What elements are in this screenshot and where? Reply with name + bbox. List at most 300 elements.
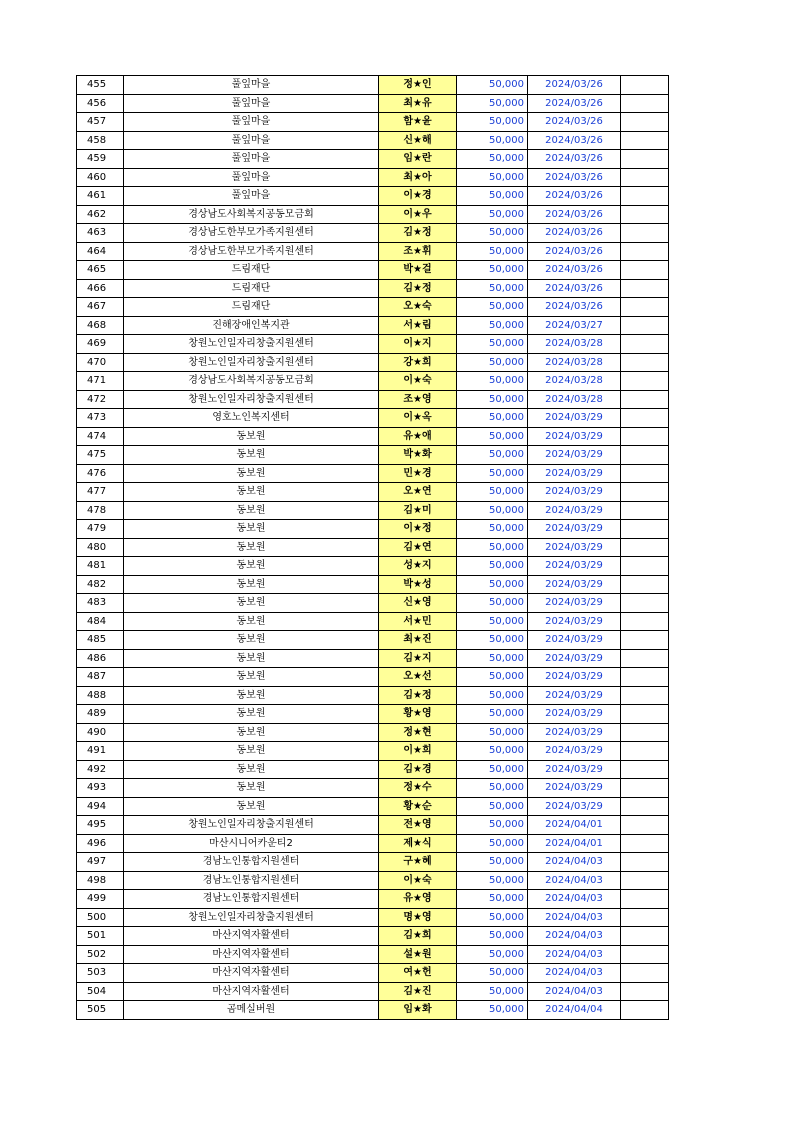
amount-cell: 50,000 [457, 723, 528, 742]
row-number: 473 [77, 409, 124, 428]
amount-cell: 50,000 [457, 279, 528, 298]
organization-cell: 동보원 [124, 797, 379, 816]
row-number: 479 [77, 520, 124, 539]
amount-cell: 50,000 [457, 649, 528, 668]
recipient-name-cell: 함★윤 [379, 113, 457, 132]
table-row [77, 261, 669, 280]
donation-table [76, 75, 669, 1020]
table-row [77, 668, 669, 687]
row-number: 495 [77, 816, 124, 835]
empty-cell [621, 205, 669, 224]
date-cell: 2024/04/03 [528, 982, 621, 1001]
recipient-name-cell: 성★지 [379, 557, 457, 576]
date-cell: 2024/03/26 [528, 224, 621, 243]
table-row [77, 631, 669, 650]
organization-cell: 드림재단 [124, 279, 379, 298]
amount-cell: 50,000 [457, 982, 528, 1001]
date-cell: 2024/03/26 [528, 131, 621, 150]
row-number: 470 [77, 353, 124, 372]
recipient-name-cell: 이★경 [379, 187, 457, 206]
table-row [77, 224, 669, 243]
amount-cell: 50,000 [457, 705, 528, 724]
empty-cell [621, 409, 669, 428]
table-row [77, 853, 669, 872]
recipient-name-cell: 이★숙 [379, 871, 457, 890]
organization-cell: 풀잎마을 [124, 94, 379, 113]
amount-cell: 50,000 [457, 557, 528, 576]
empty-cell [621, 224, 669, 243]
organization-cell: 마산시니어카운티2 [124, 834, 379, 853]
table-row [77, 890, 669, 909]
amount-cell: 50,000 [457, 76, 528, 95]
date-cell: 2024/03/29 [528, 797, 621, 816]
recipient-name-cell: 박★화 [379, 446, 457, 465]
amount-cell: 50,000 [457, 150, 528, 169]
recipient-name-cell: 이★희 [379, 742, 457, 761]
date-cell: 2024/03/29 [528, 557, 621, 576]
amount-cell: 50,000 [457, 927, 528, 946]
empty-cell [621, 890, 669, 909]
organization-cell: 동보원 [124, 594, 379, 613]
table-row [77, 520, 669, 539]
empty-cell [621, 908, 669, 927]
date-cell: 2024/03/29 [528, 446, 621, 465]
empty-cell [621, 612, 669, 631]
row-number: 491 [77, 742, 124, 761]
row-number: 475 [77, 446, 124, 465]
organization-cell: 창원노인일자리창출지원센터 [124, 390, 379, 409]
amount-cell: 50,000 [457, 1001, 528, 1020]
table-row [77, 187, 669, 206]
empty-cell [621, 742, 669, 761]
row-number: 481 [77, 557, 124, 576]
amount-cell: 50,000 [457, 261, 528, 280]
recipient-name-cell: 서★림 [379, 316, 457, 335]
table-row [77, 242, 669, 261]
row-number: 499 [77, 890, 124, 909]
empty-cell [621, 871, 669, 890]
table-row [77, 797, 669, 816]
organization-cell: 동보원 [124, 760, 379, 779]
organization-cell: 마산지역자활센터 [124, 964, 379, 983]
organization-cell: 창원노인일자리창출지원센터 [124, 335, 379, 354]
row-number: 467 [77, 298, 124, 317]
table-row [77, 298, 669, 317]
amount-cell: 50,000 [457, 890, 528, 909]
amount-cell: 50,000 [457, 538, 528, 557]
empty-cell [621, 631, 669, 650]
organization-cell: 마산지역자활센터 [124, 945, 379, 964]
recipient-name-cell: 박★성 [379, 575, 457, 594]
amount-cell: 50,000 [457, 520, 528, 539]
recipient-name-cell: 김★지 [379, 649, 457, 668]
amount-cell: 50,000 [457, 908, 528, 927]
row-number: 465 [77, 261, 124, 280]
empty-cell [621, 927, 669, 946]
recipient-name-cell: 이★옥 [379, 409, 457, 428]
amount-cell: 50,000 [457, 483, 528, 502]
date-cell: 2024/04/03 [528, 871, 621, 890]
amount-cell: 50,000 [457, 94, 528, 113]
empty-cell [621, 1001, 669, 1020]
row-number: 474 [77, 427, 124, 446]
date-cell: 2024/03/26 [528, 261, 621, 280]
amount-cell: 50,000 [457, 131, 528, 150]
empty-cell [621, 834, 669, 853]
organization-cell: 풀잎마을 [124, 131, 379, 150]
recipient-name-cell: 여★헌 [379, 964, 457, 983]
recipient-name-cell: 구★혜 [379, 853, 457, 872]
recipient-name-cell: 오★숙 [379, 298, 457, 317]
empty-cell [621, 945, 669, 964]
empty-cell [621, 372, 669, 391]
recipient-name-cell: 전★영 [379, 816, 457, 835]
date-cell: 2024/04/03 [528, 964, 621, 983]
organization-cell: 창원노인일자리창출지원센터 [124, 353, 379, 372]
table-row [77, 409, 669, 428]
organization-cell: 동보원 [124, 464, 379, 483]
empty-cell [621, 964, 669, 983]
date-cell: 2024/03/26 [528, 298, 621, 317]
table-row [77, 908, 669, 927]
table-row [77, 705, 669, 724]
recipient-name-cell: 이★우 [379, 205, 457, 224]
table-row [77, 723, 669, 742]
recipient-name-cell: 정★수 [379, 779, 457, 798]
table-row [77, 649, 669, 668]
empty-cell [621, 483, 669, 502]
organization-cell: 경상남도한부모가족지원센터 [124, 242, 379, 261]
amount-cell: 50,000 [457, 168, 528, 187]
row-number: 460 [77, 168, 124, 187]
empty-cell [621, 982, 669, 1001]
recipient-name-cell: 서★민 [379, 612, 457, 631]
date-cell: 2024/03/29 [528, 594, 621, 613]
date-cell: 2024/04/03 [528, 908, 621, 927]
row-number: 493 [77, 779, 124, 798]
empty-cell [621, 242, 669, 261]
date-cell: 2024/03/26 [528, 242, 621, 261]
amount-cell: 50,000 [457, 409, 528, 428]
date-cell: 2024/03/26 [528, 168, 621, 187]
organization-cell: 마산지역자활센터 [124, 927, 379, 946]
amount-cell: 50,000 [457, 575, 528, 594]
organization-cell: 경상남도사회복지공동모금회 [124, 372, 379, 391]
organization-cell: 풀잎마을 [124, 113, 379, 132]
organization-cell: 경남노인통합지원센터 [124, 853, 379, 872]
amount-cell: 50,000 [457, 224, 528, 243]
organization-cell: 동보원 [124, 631, 379, 650]
date-cell: 2024/04/01 [528, 816, 621, 835]
row-number: 462 [77, 205, 124, 224]
amount-cell: 50,000 [457, 242, 528, 261]
row-number: 482 [77, 575, 124, 594]
amount-cell: 50,000 [457, 113, 528, 132]
table-row [77, 594, 669, 613]
empty-cell [621, 501, 669, 520]
amount-cell: 50,000 [457, 945, 528, 964]
organization-cell: 동보원 [124, 668, 379, 687]
row-number: 503 [77, 964, 124, 983]
date-cell: 2024/03/29 [528, 705, 621, 724]
empty-cell [621, 187, 669, 206]
recipient-name-cell: 김★진 [379, 982, 457, 1001]
recipient-name-cell: 신★영 [379, 594, 457, 613]
empty-cell [621, 353, 669, 372]
amount-cell: 50,000 [457, 205, 528, 224]
recipient-name-cell: 김★희 [379, 927, 457, 946]
amount-cell: 50,000 [457, 668, 528, 687]
table-row [77, 779, 669, 798]
empty-cell [621, 575, 669, 594]
table-row [77, 335, 669, 354]
empty-cell [621, 113, 669, 132]
date-cell: 2024/03/29 [528, 779, 621, 798]
empty-cell [621, 76, 669, 95]
empty-cell [621, 668, 669, 687]
organization-cell: 드림재단 [124, 261, 379, 280]
table-row [77, 464, 669, 483]
row-number: 478 [77, 501, 124, 520]
amount-cell: 50,000 [457, 594, 528, 613]
table-row [77, 742, 669, 761]
table-row [77, 575, 669, 594]
organization-cell: 영호노인복지센터 [124, 409, 379, 428]
empty-cell [621, 723, 669, 742]
organization-cell: 창원노인일자리창출지원센터 [124, 908, 379, 927]
empty-cell [621, 131, 669, 150]
organization-cell: 풀잎마을 [124, 76, 379, 95]
table-row [77, 483, 669, 502]
empty-cell [621, 316, 669, 335]
row-number: 488 [77, 686, 124, 705]
date-cell: 2024/03/29 [528, 668, 621, 687]
recipient-name-cell: 김★정 [379, 686, 457, 705]
recipient-name-cell: 신★해 [379, 131, 457, 150]
table-row [77, 760, 669, 779]
recipient-name-cell: 이★지 [379, 335, 457, 354]
recipient-name-cell: 임★화 [379, 1001, 457, 1020]
row-number: 500 [77, 908, 124, 927]
amount-cell: 50,000 [457, 372, 528, 391]
recipient-name-cell: 조★영 [379, 390, 457, 409]
recipient-name-cell: 민★경 [379, 464, 457, 483]
date-cell: 2024/04/01 [528, 834, 621, 853]
row-number: 489 [77, 705, 124, 724]
organization-cell: 동보원 [124, 723, 379, 742]
recipient-name-cell: 황★순 [379, 797, 457, 816]
date-cell: 2024/03/26 [528, 76, 621, 95]
organization-cell: 풀잎마을 [124, 150, 379, 169]
date-cell: 2024/03/28 [528, 353, 621, 372]
date-cell: 2024/03/26 [528, 150, 621, 169]
row-number: 502 [77, 945, 124, 964]
date-cell: 2024/03/29 [528, 723, 621, 742]
row-number: 457 [77, 113, 124, 132]
table-row [77, 372, 669, 391]
empty-cell [621, 335, 669, 354]
date-cell: 2024/03/26 [528, 279, 621, 298]
recipient-name-cell: 황★영 [379, 705, 457, 724]
date-cell: 2024/03/29 [528, 501, 621, 520]
amount-cell: 50,000 [457, 353, 528, 372]
row-number: 498 [77, 871, 124, 890]
date-cell: 2024/03/26 [528, 205, 621, 224]
amount-cell: 50,000 [457, 742, 528, 761]
date-cell: 2024/04/03 [528, 890, 621, 909]
amount-cell: 50,000 [457, 501, 528, 520]
date-cell: 2024/03/29 [528, 686, 621, 705]
recipient-name-cell: 박★걸 [379, 261, 457, 280]
row-number: 463 [77, 224, 124, 243]
table-row [77, 964, 669, 983]
recipient-name-cell: 김★경 [379, 760, 457, 779]
table-row [77, 390, 669, 409]
empty-cell [621, 446, 669, 465]
organization-cell: 풀잎마을 [124, 187, 379, 206]
amount-cell: 50,000 [457, 853, 528, 872]
empty-cell [621, 538, 669, 557]
amount-cell: 50,000 [457, 446, 528, 465]
row-number: 497 [77, 853, 124, 872]
row-number: 466 [77, 279, 124, 298]
recipient-name-cell: 이★정 [379, 520, 457, 539]
recipient-name-cell: 최★유 [379, 94, 457, 113]
table-row [77, 686, 669, 705]
row-number: 476 [77, 464, 124, 483]
table-row [77, 279, 669, 298]
recipient-name-cell: 최★진 [379, 631, 457, 650]
table-row [77, 612, 669, 631]
recipient-name-cell: 김★미 [379, 501, 457, 520]
table-row [77, 871, 669, 890]
table-row [77, 168, 669, 187]
row-number: 459 [77, 150, 124, 169]
date-cell: 2024/03/28 [528, 335, 621, 354]
organization-cell: 동보원 [124, 538, 379, 557]
recipient-name-cell: 조★휘 [379, 242, 457, 261]
organization-cell: 동보원 [124, 705, 379, 724]
amount-cell: 50,000 [457, 760, 528, 779]
row-number: 477 [77, 483, 124, 502]
row-number: 490 [77, 723, 124, 742]
date-cell: 2024/03/26 [528, 187, 621, 206]
row-number: 456 [77, 94, 124, 113]
organization-cell: 경남노인통합지원센터 [124, 871, 379, 890]
table-row [77, 945, 669, 964]
row-number: 472 [77, 390, 124, 409]
recipient-name-cell: 유★애 [379, 427, 457, 446]
recipient-name-cell: 이★숙 [379, 372, 457, 391]
date-cell: 2024/04/03 [528, 853, 621, 872]
row-number: 486 [77, 649, 124, 668]
table-row [77, 427, 669, 446]
row-number: 471 [77, 372, 124, 391]
date-cell: 2024/04/03 [528, 927, 621, 946]
amount-cell: 50,000 [457, 816, 528, 835]
recipient-name-cell: 설★원 [379, 945, 457, 964]
recipient-name-cell: 오★연 [379, 483, 457, 502]
empty-cell [621, 705, 669, 724]
table-row [77, 353, 669, 372]
empty-cell [621, 94, 669, 113]
organization-cell: 마산지역자활센터 [124, 982, 379, 1001]
amount-cell: 50,000 [457, 187, 528, 206]
amount-cell: 50,000 [457, 686, 528, 705]
organization-cell: 동보원 [124, 483, 379, 502]
recipient-name-cell: 강★희 [379, 353, 457, 372]
date-cell: 2024/04/04 [528, 1001, 621, 1020]
empty-cell [621, 520, 669, 539]
donation-table-body [77, 76, 669, 1020]
row-number: 455 [77, 76, 124, 95]
row-number: 484 [77, 612, 124, 631]
row-number: 494 [77, 797, 124, 816]
organization-cell: 경상남도사회복지공동모금회 [124, 205, 379, 224]
table-row [77, 131, 669, 150]
row-number: 461 [77, 187, 124, 206]
table-row [77, 316, 669, 335]
table-row [77, 94, 669, 113]
date-cell: 2024/03/26 [528, 113, 621, 132]
table-row [77, 816, 669, 835]
organization-cell: 동보원 [124, 575, 379, 594]
recipient-name-cell: 오★선 [379, 668, 457, 687]
date-cell: 2024/03/28 [528, 390, 621, 409]
row-number: 487 [77, 668, 124, 687]
row-number: 485 [77, 631, 124, 650]
empty-cell [621, 797, 669, 816]
empty-cell [621, 557, 669, 576]
empty-cell [621, 760, 669, 779]
date-cell: 2024/03/28 [528, 372, 621, 391]
table-row [77, 834, 669, 853]
organization-cell: 동보원 [124, 686, 379, 705]
recipient-name-cell: 임★란 [379, 150, 457, 169]
amount-cell: 50,000 [457, 427, 528, 446]
table-row [77, 113, 669, 132]
date-cell: 2024/03/29 [528, 742, 621, 761]
organization-cell: 경상남도한부모가족지원센터 [124, 224, 379, 243]
date-cell: 2024/03/29 [528, 409, 621, 428]
table-row [77, 150, 669, 169]
organization-cell: 동보원 [124, 501, 379, 520]
row-number: 483 [77, 594, 124, 613]
empty-cell [621, 390, 669, 409]
recipient-name-cell: 정★인 [379, 76, 457, 95]
row-number: 468 [77, 316, 124, 335]
table-row [77, 1001, 669, 1020]
table-row [77, 446, 669, 465]
row-number: 492 [77, 760, 124, 779]
amount-cell: 50,000 [457, 779, 528, 798]
date-cell: 2024/03/29 [528, 538, 621, 557]
empty-cell [621, 853, 669, 872]
date-cell: 2024/04/03 [528, 945, 621, 964]
organization-cell: 동보원 [124, 612, 379, 631]
table-row [77, 927, 669, 946]
organization-cell: 동보원 [124, 427, 379, 446]
amount-cell: 50,000 [457, 834, 528, 853]
recipient-name-cell: 최★아 [379, 168, 457, 187]
empty-cell [621, 427, 669, 446]
recipient-name-cell: 유★영 [379, 890, 457, 909]
table-row [77, 205, 669, 224]
empty-cell [621, 168, 669, 187]
amount-cell: 50,000 [457, 797, 528, 816]
row-number: 469 [77, 335, 124, 354]
organization-cell: 동보원 [124, 520, 379, 539]
